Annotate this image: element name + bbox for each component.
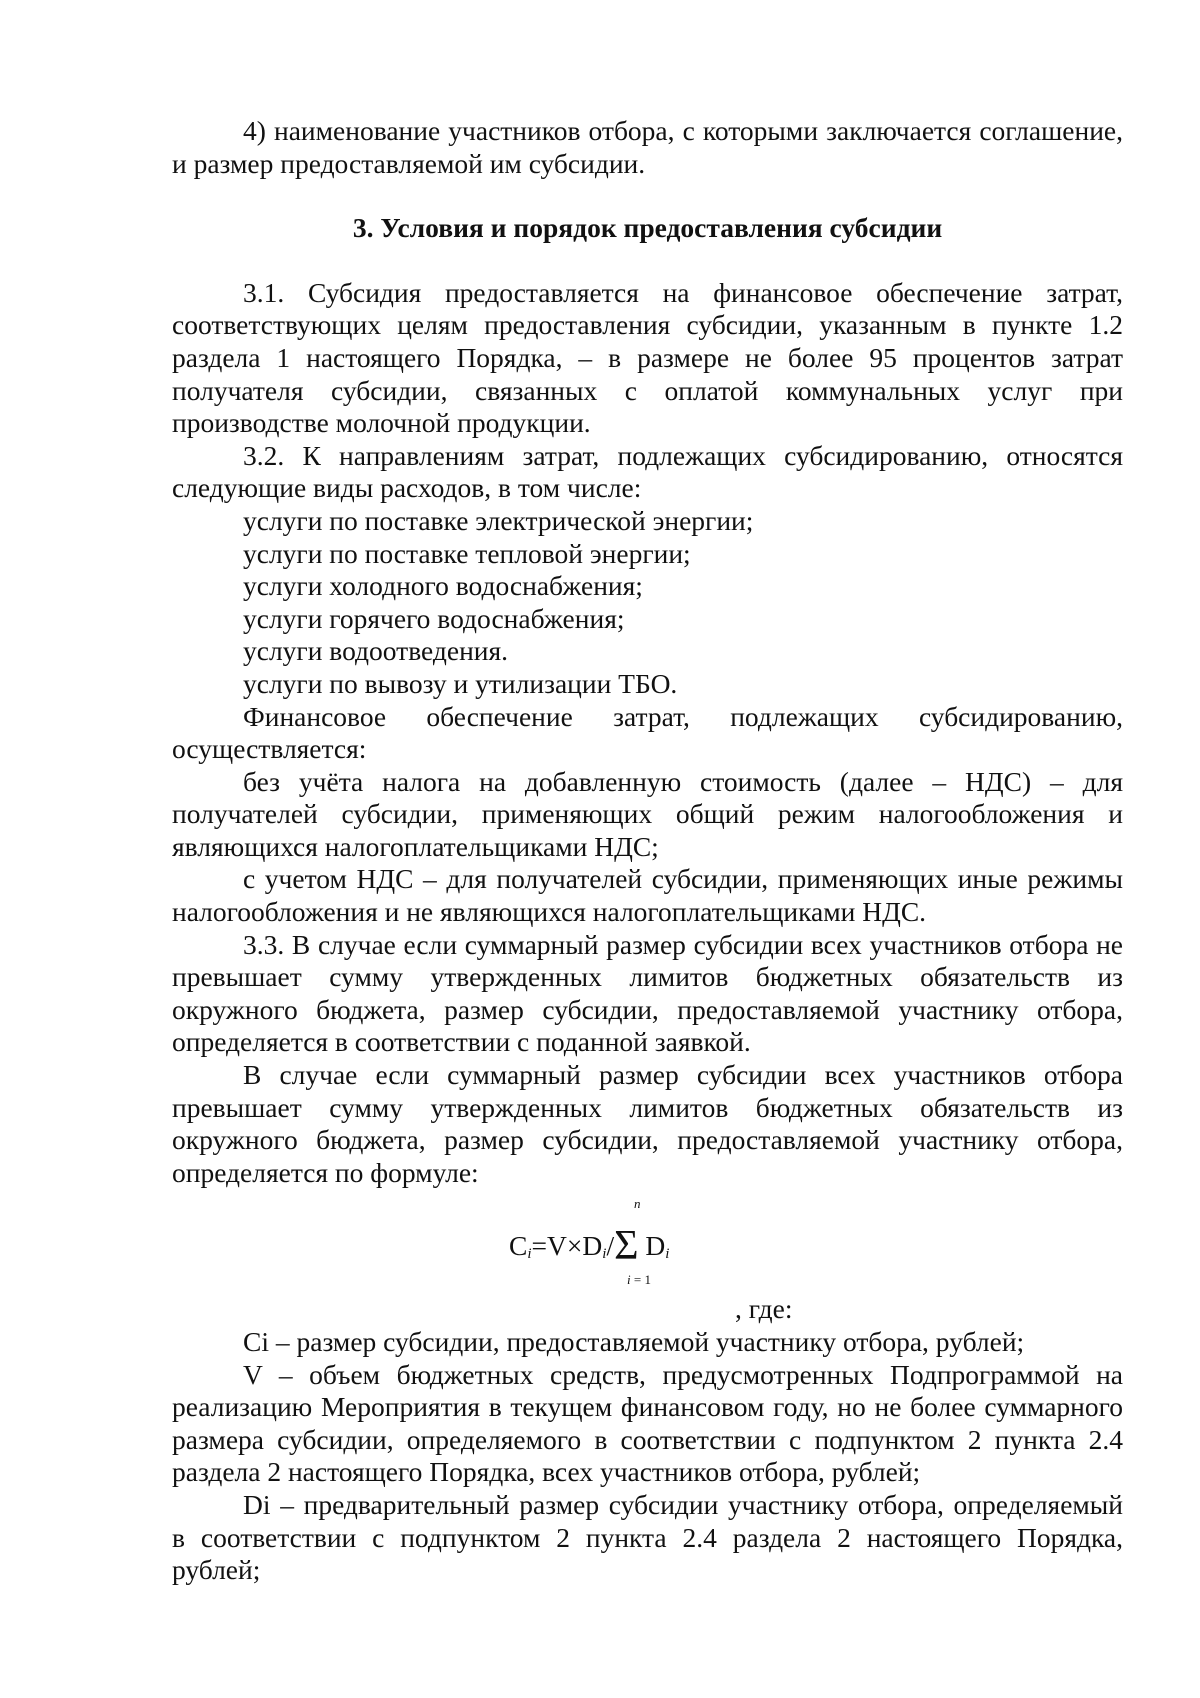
- item-4-paragraph: 4) наименование участников отбора, с которыми заключается соглашение, и размер предоставляемой им субсидии.: [172, 115, 1123, 179]
- formula-where-label: , где:: [735, 1293, 793, 1325]
- list-item: услуги горячего водоснабжения;: [243, 602, 625, 634]
- list-item: услуги по вывозу и утилизации ТБО.: [243, 667, 678, 699]
- paragraph-3-3: 3.3. В случае если суммарный размер субсидии всех участников отбора не превышает сумму утвержденных лимитов бюджетных обязательств из окружного бюджета, размер субсидии, предоставляемой участнику отбора, определяется в соответствии с поданной заявкой.: [172, 928, 1123, 1058]
- definition-di: Di – предварительный размер субсидии участнику отбора, определяемый в соответствии с подпунктом 2 пункта 2.4 раздела 2 настоящего Порядка, рублей;: [172, 1488, 1123, 1586]
- sigma-symbol: Σ: [614, 1223, 639, 1270]
- formula-eq: =V×D: [531, 1230, 603, 1262]
- list-item: услуги по поставке электрической энергии;: [243, 504, 754, 536]
- definition-v: V – объем бюджетных средств, предусмотренных Подпрограммой на реализацию Мероприятия в текущем финансовом году, но не более суммарного размера субсидии, определяемого в соответствии с подпунктом 2 пункта 2.4 раздела 2 настоящего Порядка, всех участников отбора, рублей;: [172, 1358, 1123, 1488]
- paragraph-3-3-formula-intro: В случае если суммарный размер субсидии всех участников отбора превышает сумму утвержденных лимитов бюджетных обязательств из окружного бюджета, размер субсидии, предоставляемой участнику отбора, определяется по формуле:: [172, 1059, 1123, 1188]
- sum-upper-limit: n: [634, 1196, 641, 1212]
- sum-index: i: [627, 1272, 631, 1288]
- formula-subscript: i: [527, 1246, 532, 1263]
- services-list: [172, 505, 1123, 701]
- formula-subscript: i: [602, 1246, 607, 1263]
- financing-with-vat-paragraph: с учетом НДС – для получателей субсидии, применяющих иные режимы налогообложения и не являющихся налогоплательщиками НДС.: [172, 863, 1123, 928]
- sum-lower-limit: [627, 1273, 651, 1287]
- subsidy-formula: [172, 1195, 1123, 1293]
- formula-expression: [509, 1223, 670, 1270]
- section-3-heading: 3. Условия и порядок предоставления субсидии: [352, 212, 943, 244]
- formula-d: D: [638, 1230, 666, 1262]
- financing-no-vat-paragraph: без учёта налога на добавленную стоимость (далее – НДС) – для получателей субсидии, применяющих общий режим налогообложения и являющихся налогоплательщиками НДС;: [172, 765, 1123, 862]
- paragraph-3-2: 3.2. К направлениям затрат, подлежащих субсидированию, относятся следующие виды расходов, в том числе:: [172, 439, 1123, 504]
- financing-intro-paragraph: Финансовое обеспечение затрат, подлежащих субсидированию, осуществляется:: [172, 700, 1123, 765]
- list-item: услуги холодного водоснабжения;: [243, 570, 643, 602]
- document-page: [172, 115, 1123, 1587]
- list-item: услуги по поставке тепловой энергии;: [243, 537, 691, 569]
- paragraph-3-1: 3.1. Субсидия предоставляется на финансовое обеспечение затрат, соответствующих целям предоставления субсидии, указанным в пункте 1.2 раздела 1 настоящего Порядка, – в размере не более 95 процентов затрат получателя субсидии, связанных с оплатой коммунальных услуг при производстве молочной продукции.: [172, 276, 1123, 439]
- formula-subscript: i: [665, 1246, 670, 1263]
- formula-slash: /: [606, 1230, 615, 1262]
- sum-start: = 1: [630, 1272, 651, 1288]
- formula-c: C: [509, 1230, 528, 1262]
- list-item: услуги водоотведения.: [243, 635, 509, 667]
- definition-ci: Ci – размер субсидии, предоставляемой участнику отбора, рублей;: [243, 1326, 1025, 1357]
